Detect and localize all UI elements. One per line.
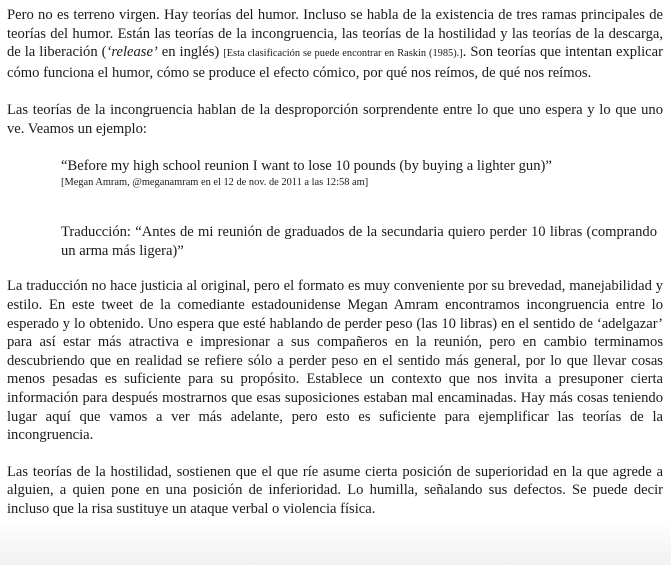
tweet-quote: “Before my high school reunion I want to lose 10 pounds (by buying a lighter gun)”	[61, 157, 552, 174]
tweet-citation: [Megan Amram, @meganamram en el 12 de nov. de 2011 a las 12:58 am]	[61, 177, 369, 189]
paragraph-hostility: Las teorías de la hostilidad, sostienen que el que ríe asume cierta posición de superioridad en la que agrede a alguien, a quien pone en una posición de inferioridad. Lo humilla, señalando sus defectos. Se puede decir incluso que la risa sustituye un ataque verbal o violencia física.	[7, 463, 663, 517]
quote-block	[61, 157, 657, 191]
paragraph-humor-theories	[7, 6, 663, 82]
paragraph-text: Pero no es terreno virgen. Hay teorías del humor. Incluso se habla de la existencia de tres ramas principales de teorías del humor. Están las teorías de la incongruencia, las teorías de la hostilidad y las teorías de la descarga, de la liberación (	[7, 7, 663, 61]
paragraph-text: en inglés)	[157, 44, 224, 61]
translation-text: Traducción: “Antes de mi reunión de graduados de la secundaria quiero perder 10 libras (comprando un arma más ligera)”	[61, 224, 657, 259]
paragraph-analysis: La traducción no hace justicia al original, pero el formato es muy conveniente por su brevedad, manejabilidad y estilo. En este tweet de la comediante estadounidense Megan Amram encontramos incongruencia entre lo esperado y lo obtenido. Uno espera que esté hablando de perder peso (las 10 libras) en el sentido de ‘adelgazar’ para así estar más atractiva e impresionar a sus compañeros en la reunión, pero en cambio terminamos descubriendo que en realidad se refiere sólo a perder peso en el sentido más general, por lo que llevar cosas menos pesadas es suficiente para su propósito. Establece un contexto que nos invita a presuponer cierta información para después mostrarnos que esas suposiciones estaban mal encaminadas. Hay más cosas teniendo lugar aquí que vamos a ver más adelante, pero esto es suficiente para ejemplificar las teorías de la incongruencia.	[7, 278, 663, 444]
paragraph-incongruity-intro: Las teorías de la incongruencia hablan de la desproporción sorprendente entre lo que uno espera y lo que uno ve. Veamos un ejemplo:	[7, 102, 663, 137]
release-term: ‘release’	[106, 44, 158, 61]
bracket-note: [Esta clasificación se puede encontrar en Raskin (1985).]	[223, 48, 463, 60]
translation-block	[61, 223, 657, 260]
paragraph-text: . Son teorías que intentan explicar cómo funciona el humor, cómo se produce el efecto cómico, por qué nos reímos, de qué nos reímos.	[7, 44, 663, 81]
